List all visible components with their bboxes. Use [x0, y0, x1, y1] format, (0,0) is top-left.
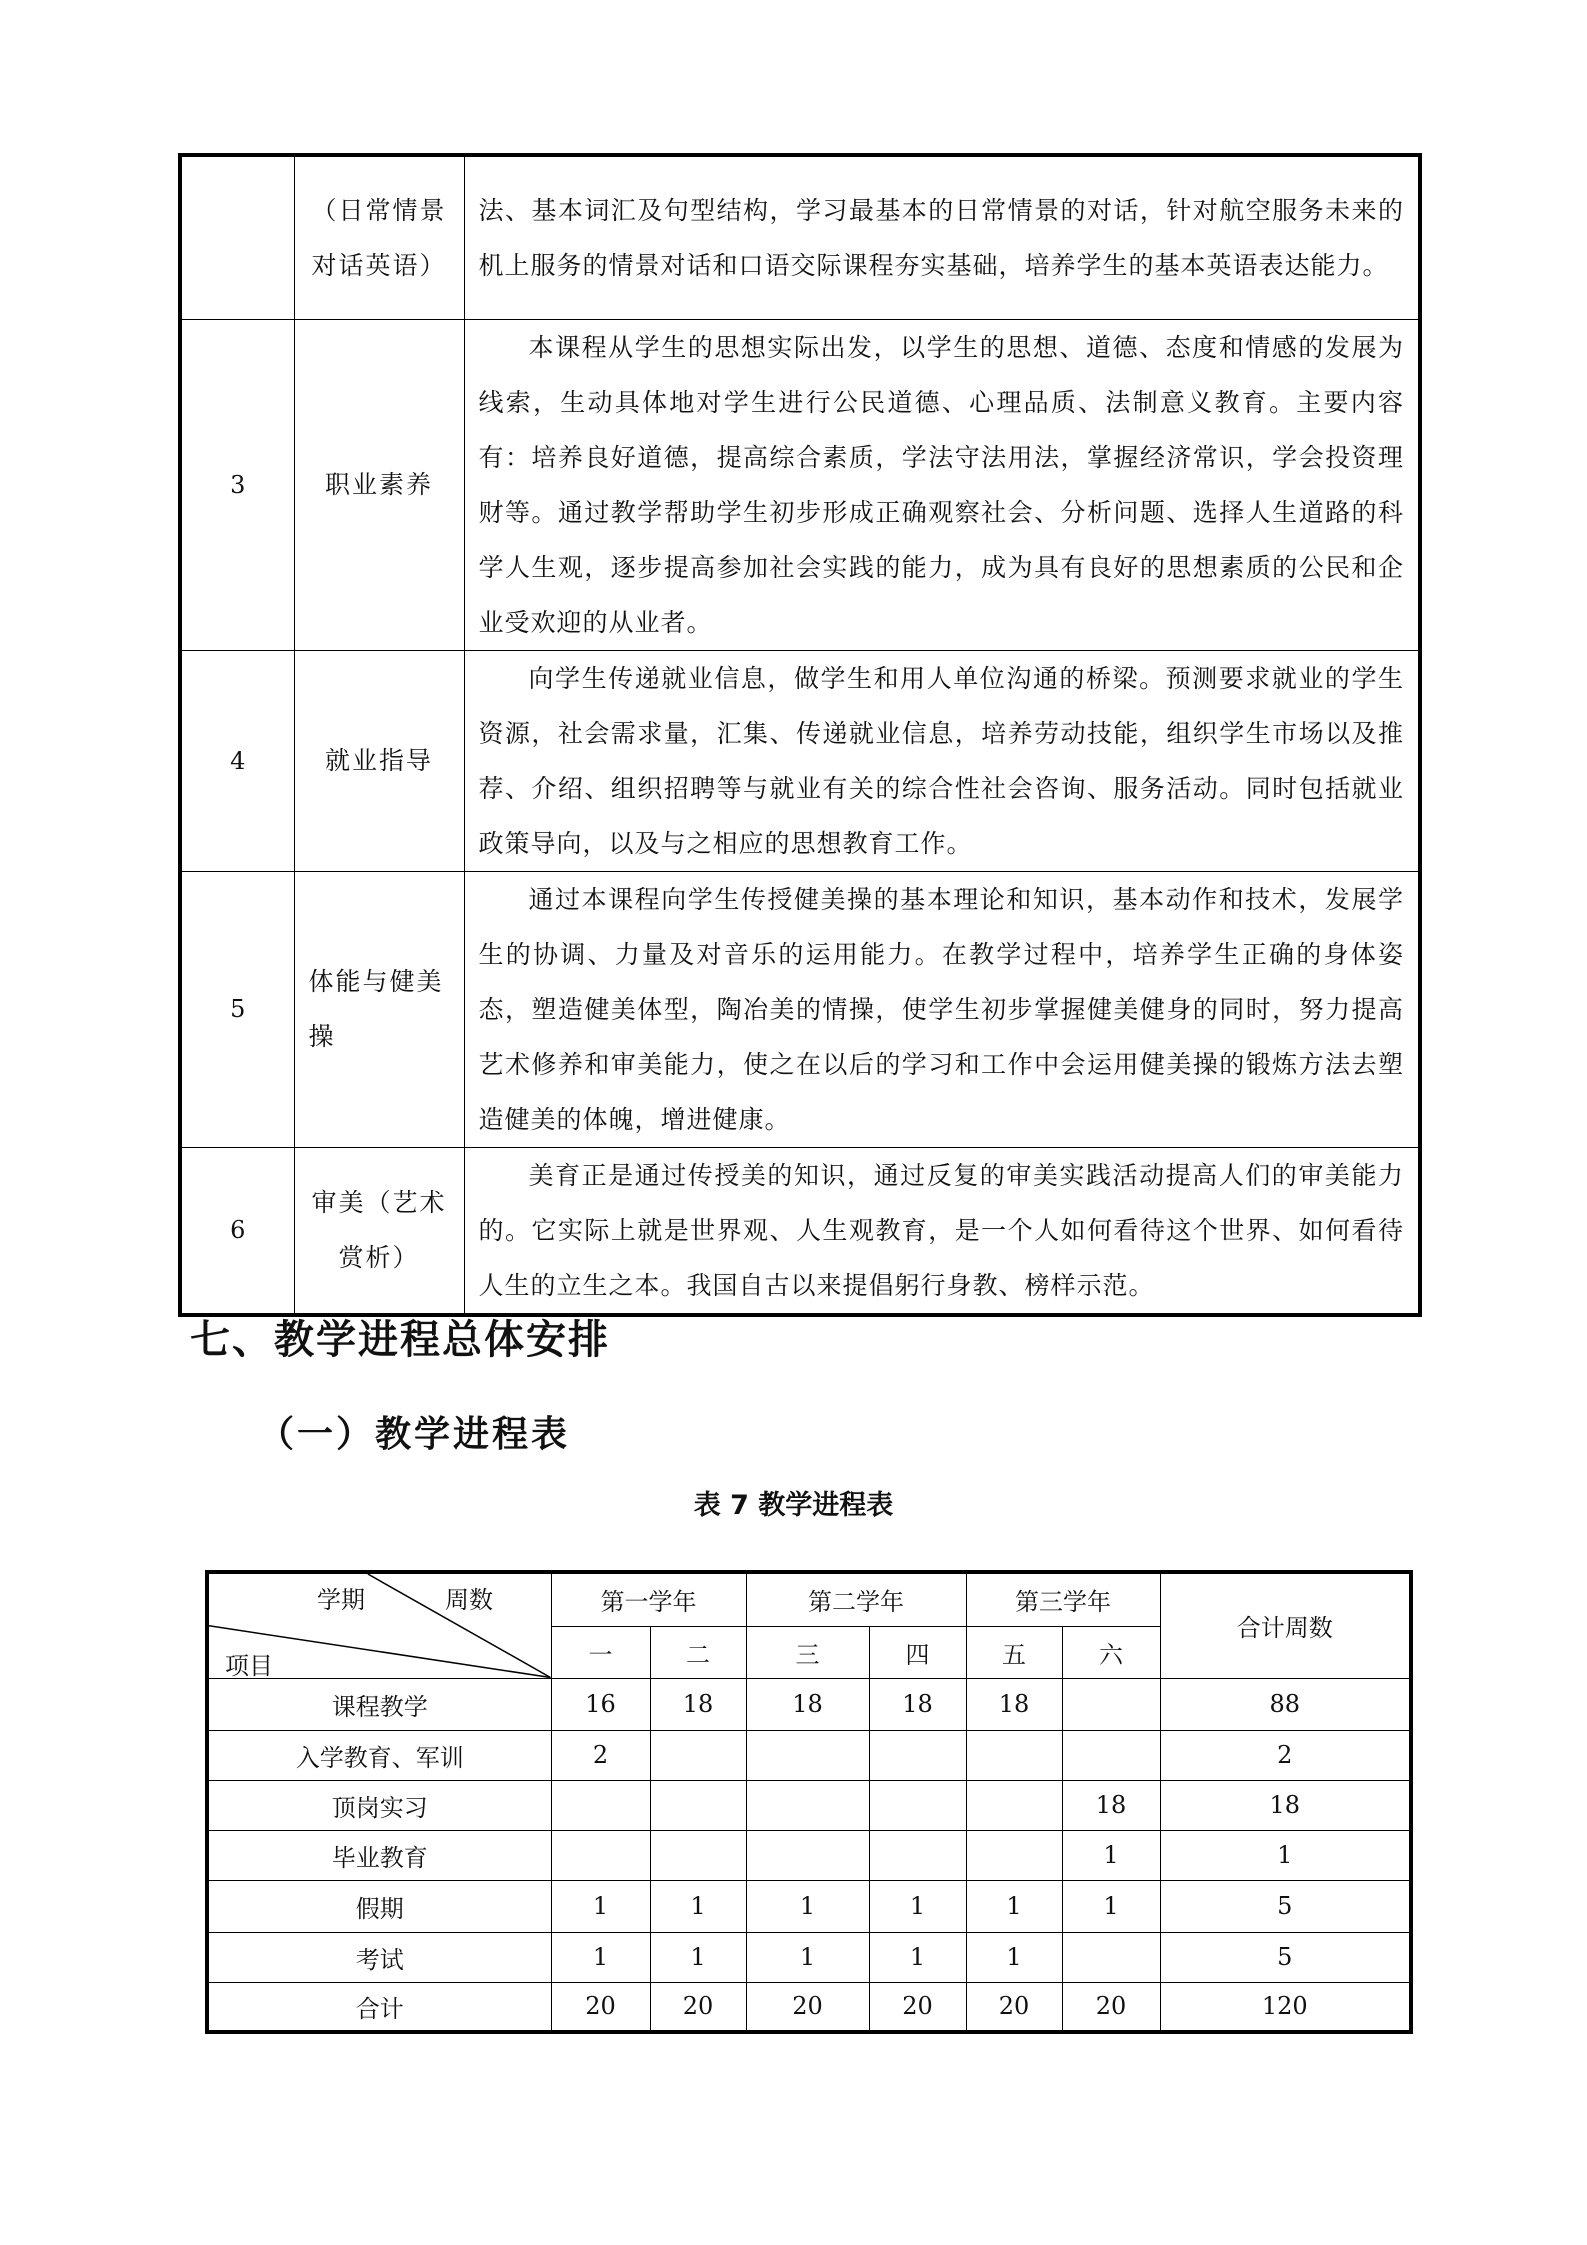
term-weeks-cell: 18 — [650, 1678, 746, 1730]
term-weeks-cell: 20 — [966, 1982, 1062, 2032]
diagonal-header-cell — [207, 1572, 551, 1678]
row-item-label: 入学教育、军训 — [207, 1730, 551, 1780]
row-item-label: 考试 — [207, 1932, 551, 1982]
table-row — [180, 155, 1420, 319]
term-header: 二 — [650, 1626, 746, 1678]
term-weeks-cell: 20 — [869, 1982, 966, 2032]
section-title: 七、教学进程总体安排 — [190, 1317, 610, 1363]
table-row — [180, 650, 1420, 871]
row-item-label: 合计 — [207, 1982, 551, 2032]
term-header: 六 — [1062, 1626, 1160, 1678]
total-weeks-header: 合计周数 — [1160, 1572, 1411, 1678]
corner-label-item: 项目 — [225, 1652, 273, 1680]
course-desc: 法、基本词汇及句型结构，学习最基本的日常情景的对话，针对航空服务未来的机上服务的情景对话和口语交际课程夯实基础，培养学生的基本英语表达能力。 — [464, 155, 1420, 319]
table-row — [207, 1780, 1411, 1830]
term-weeks-cell — [1062, 1730, 1160, 1780]
course-name: （日常情景对话英语） — [294, 155, 464, 319]
term-weeks-cell — [1062, 1932, 1160, 1982]
table-row — [180, 1147, 1420, 1315]
course-desc: 本课程从学生的思想实际出发，以学生的思想、道德、态度和情感的发展为线索，生动具体地对学生进行公民道德、心理品质、法制意义教育。主要内容有：培养良好道德，提高综合素质，学法守法用法，掌握经济常识，学会投资理财等。通过教学帮助学生初步形成正确观察社会、分析问题、选择人生道路的科学人生观，逐步提高参加社会实践的能力，成为具有良好的思想素质的公民和企业受欢迎的从业者。 — [464, 319, 1420, 650]
term-header: 一 — [551, 1626, 650, 1678]
table-row — [207, 1830, 1411, 1880]
term-weeks-cell — [1062, 1678, 1160, 1730]
term-weeks-cell: 2 — [551, 1730, 650, 1780]
corner-label-term: 学期 — [317, 1586, 365, 1614]
term-weeks-cell: 20 — [1062, 1982, 1160, 2032]
term-weeks-cell — [650, 1780, 746, 1830]
term-weeks-cell — [966, 1830, 1062, 1880]
term-header: 四 — [869, 1626, 966, 1678]
row-item-label: 课程教学 — [207, 1678, 551, 1730]
year-header: 第一学年 — [551, 1572, 746, 1626]
corner-label-weeks: 周数 — [445, 1586, 493, 1614]
term-weeks-cell — [869, 1730, 966, 1780]
term-weeks-cell: 1 — [1062, 1830, 1160, 1880]
term-header: 五 — [966, 1626, 1062, 1678]
term-weeks-cell — [746, 1780, 869, 1830]
total-weeks-cell: 2 — [1160, 1730, 1411, 1780]
term-weeks-cell: 20 — [551, 1982, 650, 2032]
term-weeks-cell: 20 — [746, 1982, 869, 2032]
term-weeks-cell — [551, 1780, 650, 1830]
subsection-title: （一）教学进程表 — [258, 1414, 571, 1455]
teaching-schedule-table — [205, 1570, 1413, 2034]
term-header: 三 — [746, 1626, 869, 1678]
table-row — [207, 1880, 1411, 1932]
term-weeks-cell: 1 — [746, 1880, 869, 1932]
term-weeks-cell: 18 — [869, 1678, 966, 1730]
total-weeks-cell: 1 — [1160, 1830, 1411, 1880]
term-weeks-cell: 1 — [746, 1932, 869, 1982]
course-no: 6 — [180, 1147, 294, 1315]
term-weeks-cell — [650, 1730, 746, 1780]
year-header: 第二学年 — [746, 1572, 966, 1626]
term-weeks-cell: 18 — [746, 1678, 869, 1730]
term-weeks-cell — [966, 1780, 1062, 1830]
term-weeks-cell: 1 — [551, 1880, 650, 1932]
table-row — [180, 319, 1420, 650]
term-weeks-cell: 20 — [650, 1982, 746, 2032]
term-weeks-cell — [869, 1830, 966, 1880]
course-desc: 美育正是通过传授美的知识，通过反复的审美实践活动提高人们的审美能力的。它实际上就是世界观、人生观教育，是一个人如何看待这个世界、如何看待人生的立生之本。我国自古以来提倡躬行身教、榜样示范。 — [464, 1147, 1420, 1315]
term-weeks-cell: 18 — [1062, 1780, 1160, 1830]
term-weeks-cell: 1 — [1062, 1880, 1160, 1932]
term-weeks-cell: 1 — [869, 1880, 966, 1932]
course-name: 审美（艺术赏析） — [294, 1147, 464, 1315]
total-weeks-cell: 5 — [1160, 1932, 1411, 1982]
term-weeks-cell: 16 — [551, 1678, 650, 1730]
row-item-label: 毕业教育 — [207, 1830, 551, 1880]
course-desc: 通过本课程向学生传授健美操的基本理论和知识，基本动作和技术，发展学生的协调、力量及对音乐的运用能力。在教学过程中，培养学生正确的身体姿态，塑造健美体型，陶冶美的情操，使学生初步掌握健美健身的同时，努力提高艺术修养和审美能力，使之在以后的学习和工作中会运用健美操的锻炼方法去塑造健美的体魄，增进健康。 — [464, 871, 1420, 1147]
term-weeks-cell: 1 — [650, 1932, 746, 1982]
term-weeks-cell: 1 — [650, 1880, 746, 1932]
course-desc: 向学生传递就业信息，做学生和用人单位沟通的桥梁。预测要求就业的学生资源，社会需求量，汇集、传递就业信息，培养劳动技能，组织学生市场以及推荐、介绍、组织招聘等与就业有关的综合性社会咨询、服务活动。同时包括就业政策导向，以及与之相应的思想教育工作。 — [464, 650, 1420, 871]
term-weeks-cell — [746, 1830, 869, 1880]
total-weeks-cell: 88 — [1160, 1678, 1411, 1730]
course-name: 就业指导 — [294, 650, 464, 871]
course-no: 5 — [180, 871, 294, 1147]
course-description-table — [178, 153, 1422, 1317]
total-weeks-cell: 120 — [1160, 1982, 1411, 2032]
course-no: 3 — [180, 319, 294, 650]
table-caption: 表 7 教学进程表 — [693, 1490, 894, 1521]
row-item-label: 假期 — [207, 1880, 551, 1932]
course-name: 职业素养 — [294, 319, 464, 650]
course-no: 4 — [180, 650, 294, 871]
total-weeks-cell: 18 — [1160, 1780, 1411, 1830]
term-weeks-cell — [746, 1730, 869, 1780]
header-row-years — [207, 1572, 1411, 1626]
schedule-body — [207, 1678, 1411, 2032]
table-row — [180, 871, 1420, 1147]
term-weeks-cell: 1 — [966, 1932, 1062, 1982]
row-item-label: 顶岗实习 — [207, 1780, 551, 1830]
table-row — [207, 1982, 1411, 2032]
total-weeks-cell: 5 — [1160, 1880, 1411, 1932]
table-row — [207, 1730, 1411, 1780]
term-weeks-cell — [966, 1730, 1062, 1780]
year-header: 第三学年 — [966, 1572, 1160, 1626]
table-row — [207, 1932, 1411, 1982]
term-weeks-cell — [551, 1830, 650, 1880]
term-weeks-cell: 18 — [966, 1678, 1062, 1730]
course-name: 体能与健美操 — [294, 871, 464, 1147]
term-weeks-cell: 1 — [551, 1932, 650, 1982]
term-weeks-cell: 1 — [869, 1932, 966, 1982]
term-weeks-cell — [869, 1780, 966, 1830]
term-weeks-cell — [650, 1830, 746, 1880]
table-row — [207, 1678, 1411, 1730]
course-no — [180, 155, 294, 319]
term-weeks-cell: 1 — [966, 1880, 1062, 1932]
